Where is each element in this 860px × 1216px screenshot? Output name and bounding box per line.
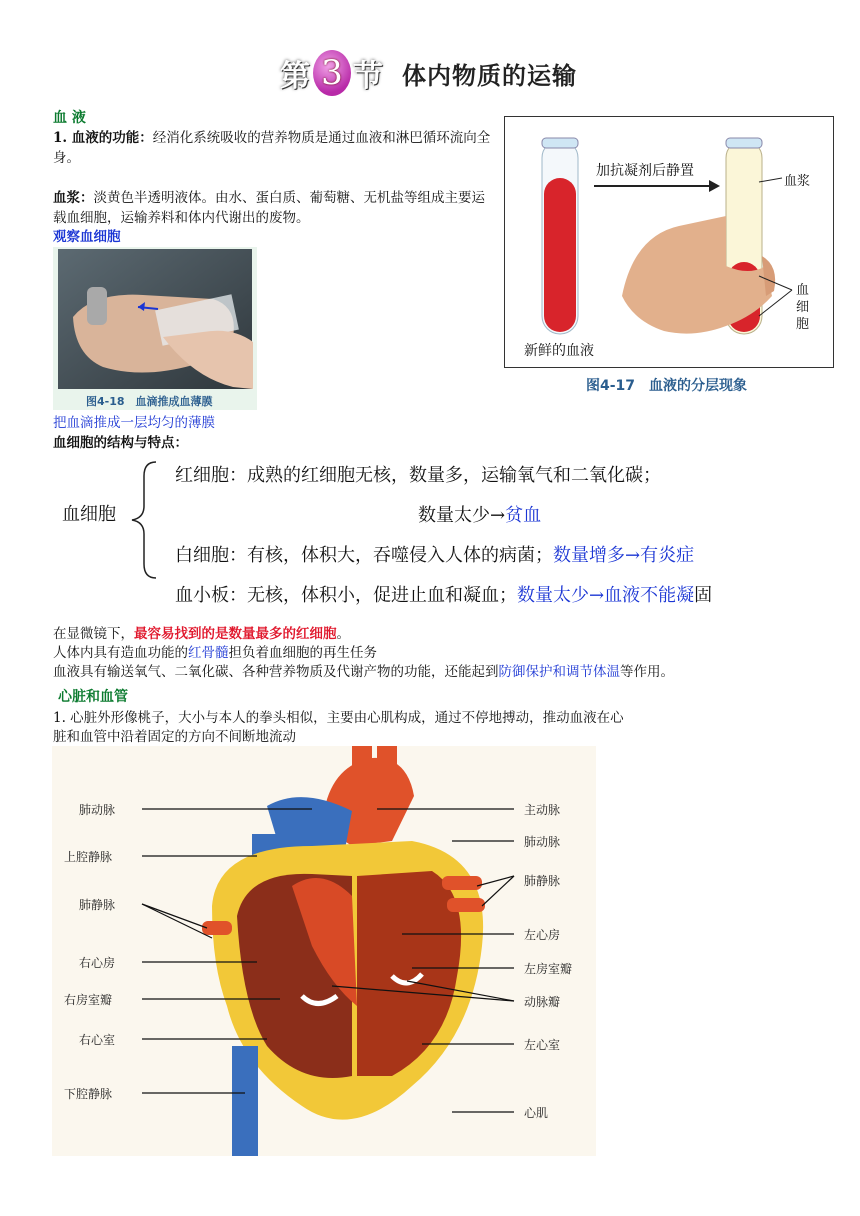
function-note-post: 等作用。 bbox=[620, 664, 674, 680]
heart-line-1: 1. 心脏外形像桃子，大小与本人的拳头相似，主要由心肌构成，通过不停地搏动，推动血液在心 bbox=[53, 710, 624, 726]
figure-18 bbox=[53, 247, 257, 410]
label-left-atrium: 左心房 bbox=[524, 928, 561, 942]
blood-function-label: 1. 血液的功能： bbox=[53, 130, 153, 146]
label-mitral-valve: 左房室瓣 bbox=[524, 962, 573, 976]
title-part2: 节 bbox=[353, 59, 384, 94]
platelet-line bbox=[175, 581, 712, 607]
label-superior-vena-cava: 上腔静脉 bbox=[64, 850, 113, 864]
platelet-note-post: 血液不能凝 bbox=[604, 585, 695, 606]
arrow-icon: → bbox=[490, 505, 506, 526]
figure-17-caption: 图4-17 血液的分层现象 bbox=[586, 378, 748, 394]
label-pulmonary-vein-left: 肺静脉 bbox=[79, 898, 116, 912]
heart-diagram bbox=[52, 746, 596, 1156]
marrow-note-post: 担负着血细胞的再生任务 bbox=[228, 645, 377, 661]
label-inferior-vena-cava: 下腔静脉 bbox=[64, 1087, 113, 1101]
microscope-note bbox=[53, 624, 350, 644]
blood-cells-char-3: 胞 bbox=[796, 317, 810, 332]
marrow-note-pre: 人体内具有造血功能的 bbox=[53, 645, 188, 661]
blood-function-text: 经消化系统吸收的营养物质是通过血液和淋巴循环流向全身。 bbox=[53, 130, 491, 166]
wbc-note-post: 有炎症 bbox=[640, 545, 695, 566]
label-arterial-valve: 动脉瓣 bbox=[524, 995, 561, 1009]
rbc-note-post: 贫血 bbox=[505, 505, 542, 526]
blood-function-note bbox=[53, 662, 674, 682]
figure-17 bbox=[504, 116, 834, 396]
title-part1: 第 bbox=[280, 59, 311, 94]
marrow-note bbox=[53, 643, 377, 663]
fresh-blood-label: 新鲜的血液 bbox=[524, 343, 594, 359]
curly-brace bbox=[128, 458, 158, 582]
blood-layering-illustration bbox=[504, 116, 834, 366]
label-pulmonary-artery-left: 肺动脉 bbox=[79, 803, 116, 817]
function-note-pre: 血液具有输送氧气、二氧化碳、各种营养物质及代谢产物的功能，还能起到 bbox=[53, 664, 499, 680]
blood-function bbox=[53, 128, 493, 168]
rbc-note-pre: 数量太少 bbox=[418, 505, 490, 526]
marrow-note-blue: 红骨髓 bbox=[188, 645, 229, 661]
blood-cells-label-fig bbox=[796, 282, 809, 333]
smear-text: 把血滴推成一层均匀的薄膜 bbox=[53, 415, 215, 431]
cells-heading: 血细胞的结构与特点： bbox=[53, 435, 188, 451]
label-aorta: 主动脉 bbox=[524, 803, 561, 817]
heart-line-2: 脏和血管中沿着固定的方向不间断地流动 bbox=[53, 729, 296, 745]
rbc-note bbox=[418, 501, 541, 527]
platelet-note-end: 固 bbox=[694, 585, 713, 606]
microscope-note-red: 最容易找到的是数量最多的红细胞 bbox=[134, 626, 337, 642]
anticoagulant-label: 加抗凝剂后静置 bbox=[596, 163, 694, 179]
label-right-atrium: 右心房 bbox=[79, 956, 116, 970]
plasma-description bbox=[53, 188, 493, 228]
wbc-line bbox=[175, 541, 694, 567]
heart-heading: 心脏和血管 bbox=[58, 689, 128, 705]
blood-cells-char-1: 血 bbox=[796, 283, 810, 298]
wbc-text: 白细胞：有核，体积大，吞噬侵入人体的病菌； bbox=[175, 545, 553, 566]
rbc-line: 红细胞：成熟的红细胞无核，数量多，运输氧气和二氧化碳； bbox=[175, 465, 661, 486]
figure-18-caption: 图4-18 血滴推成血薄膜 bbox=[86, 395, 213, 408]
plasma-label-fig: 血浆 bbox=[784, 174, 811, 189]
section-title bbox=[280, 48, 577, 98]
plasma-label: 血浆： bbox=[53, 190, 94, 206]
label-left-ventricle: 左心室 bbox=[524, 1038, 561, 1052]
label-tricuspid-valve: 右房室瓣 bbox=[64, 993, 113, 1007]
arrow-icon: → bbox=[589, 585, 605, 606]
label-pulmonary-artery-right: 肺动脉 bbox=[524, 835, 561, 849]
blood-smear-photo bbox=[53, 247, 257, 410]
heart-illustration bbox=[52, 746, 596, 1156]
function-note-blue: 防御保护和调节体温 bbox=[498, 664, 620, 680]
blood-cells-char-2: 细 bbox=[796, 300, 810, 315]
label-pulmonary-vein-right: 肺静脉 bbox=[524, 874, 561, 888]
wbc-note-pre: 数量增多 bbox=[553, 545, 625, 566]
label-myocardium: 心肌 bbox=[524, 1106, 549, 1120]
blood-heading: 血 液 bbox=[53, 110, 86, 126]
platelet-note-pre: 数量太少 bbox=[517, 585, 589, 606]
title-number: 3 bbox=[313, 50, 351, 96]
cells-group-label: 血细胞 bbox=[62, 504, 116, 525]
plasma-text: 淡黄色半透明液体。由水、蛋白质、葡萄糖、无机盐等组成主要运载血细胞，运输养料和体内代谢出的废物。 bbox=[53, 190, 485, 226]
label-right-ventricle: 右心室 bbox=[79, 1033, 116, 1047]
platelet-text: 血小板：无核，体积小，促进止血和凝血； bbox=[175, 585, 517, 606]
microscope-note-pre: 在显微镜下， bbox=[53, 626, 134, 642]
arrow-icon: → bbox=[625, 545, 641, 566]
platelet-note bbox=[517, 585, 694, 606]
microscope-note-end: 。 bbox=[336, 626, 350, 642]
observe-heading: 观察血细胞 bbox=[53, 229, 121, 245]
wbc-note bbox=[553, 545, 694, 566]
title-main: 体内物质的运输 bbox=[402, 61, 577, 90]
